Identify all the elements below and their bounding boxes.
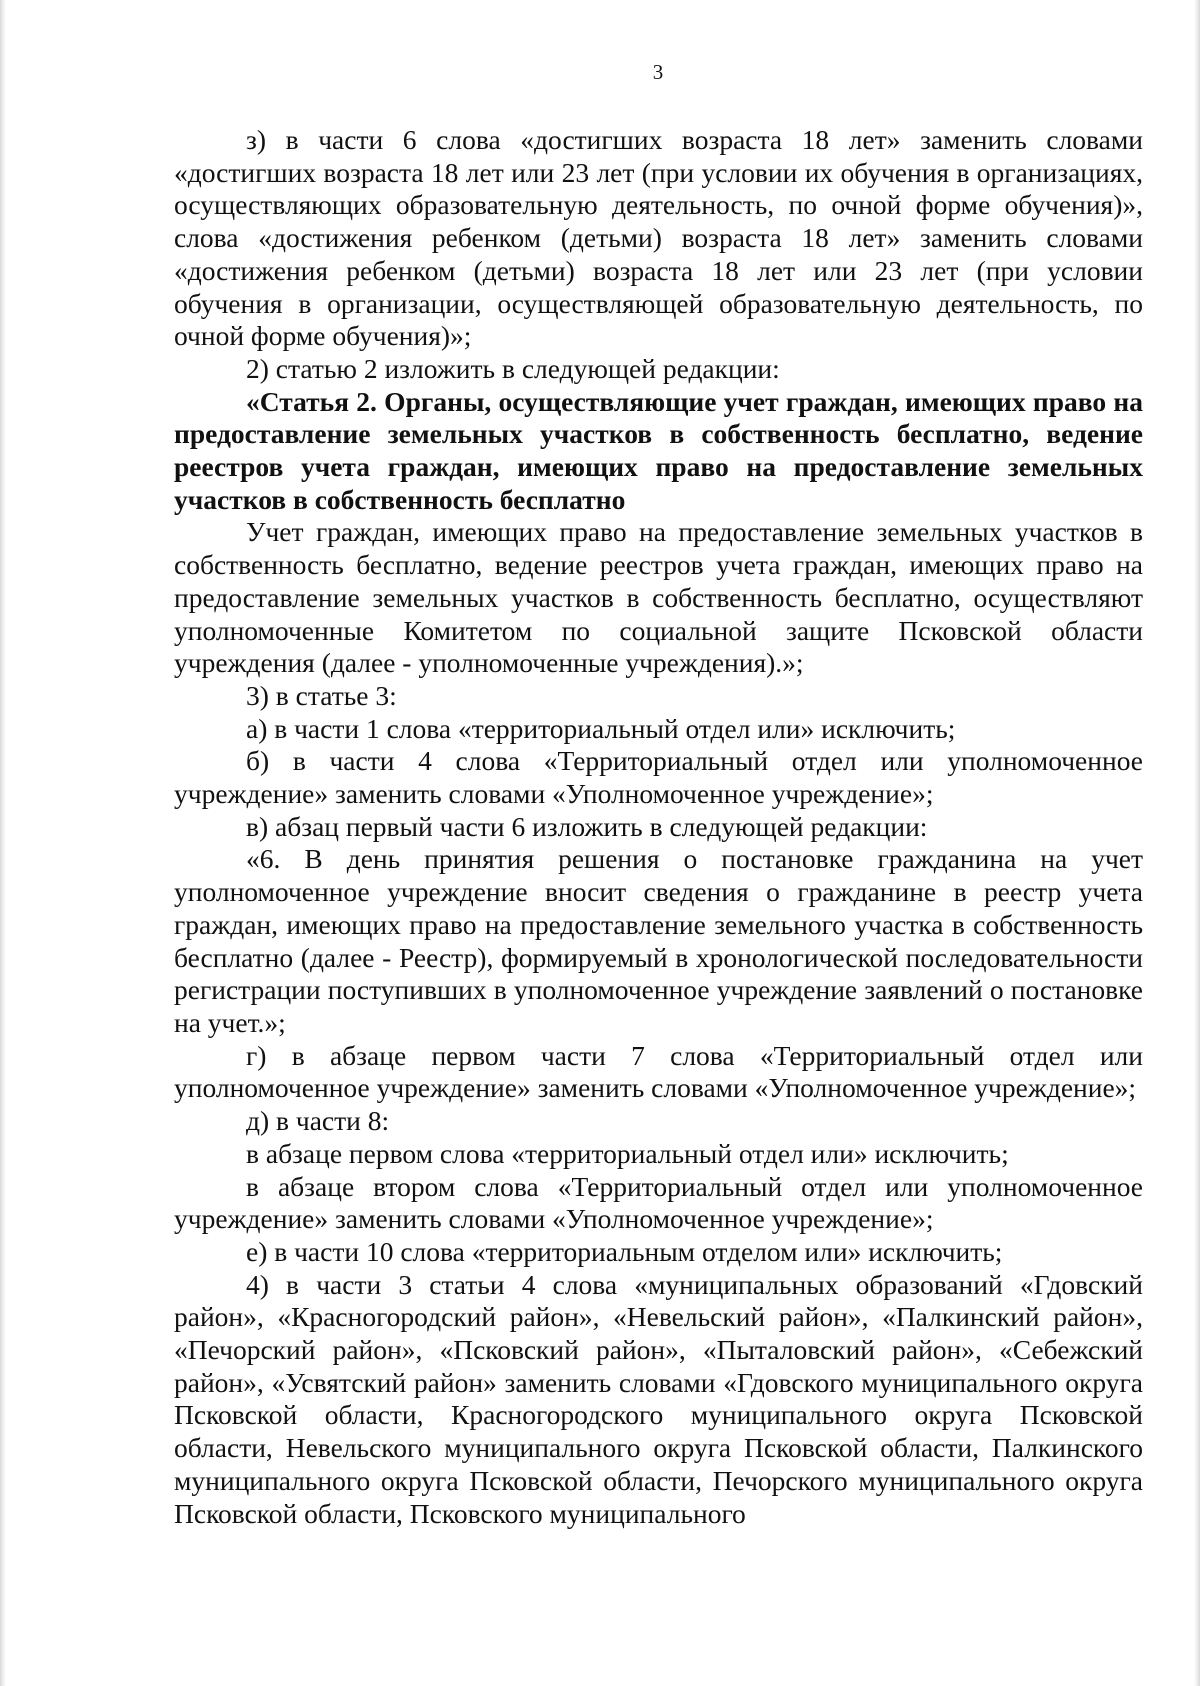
article2-heading: «Статья 2. Органы, осуществляющие учет граждан, имеющих право на предоставление земельных участков в собственность бесплатно, ведение реестров учета граждан, имеющих право на предоставление земельных участков в собственность бесплатно	[174, 385, 1143, 515]
paragraph-item-b: б) в части 4 слова «Территориальный отдел или уполномоченное учреждение» заменить словами «Уполномоченное учреждение»;	[174, 745, 1143, 810]
scan-edge-left	[0, 0, 6, 1686]
paragraph-item-e: е) в части 10 слова «территориальным отделом или» исключить;	[246, 1235, 1003, 1267]
paragraph-item-d: д) в части 8:	[246, 1105, 390, 1137]
paragraph-item-d-second: в абзаце втором слова «Территориальный отдел или уполномоченное учреждение» заменить словами «Уполномоченное учреждение»;	[174, 1170, 1143, 1235]
scan-edge-right	[1194, 0, 1200, 1686]
paragraph-article3-intro: 3) в статье 3:	[246, 679, 397, 711]
paragraph-article4: 4) в части 3 статьи 4 слова «муниципальных образований «Гдовский район», «Красногородский район», «Невельский район», «Палкинский район», «Печорский район», «Псковский район», «Пыталовский район», «Себежский район», «Усвятский район» заменить словами «Гдовского муниципального округа Псковской области, Красногородского муниципального округа Псковской области, Невельского муниципального округа Псковской области, Палкинского муниципального округа Псковской области, Печорского муниципального округа Псковской области, Псковского муниципального	[174, 1268, 1143, 1529]
paragraph-part6-text: «6. В день принятия решения о постановке гражданина на учет уполномоченное учреждение вносит сведения о гражданине в реестр учета граждан, имеющих право на предоставление земельного участка в собственность бесплатно (далее - Реестр), формируемый в хронологической последовательности регистрации поступивших в уполномоченное учреждение заявлений о постановке на учет.»;	[174, 843, 1143, 1038]
paragraph-amend-part6: з) в части 6 слова «достигших возраста 18 лет» заменить словами «достигших возраста 18 лет или 23 лет (при условии их обучения в организациях, осуществляющих образовательную деятельность, по очной форме обучения)», слова «достижения ребенком (детьми) возраста 18 лет» заменить словами «достижения ребенком (детьми) возраста 18 лет или 23 лет (при условии обучения в организации, осуществляющей образовательную деятельность, по очной форме обучения)»;	[174, 124, 1143, 352]
paragraph-article2-body: Учет граждан, имеющих право на предоставление земельных участков в собственность бесплатно, ведение реестров учета граждан, имеющих право на предоставление земельных участков в собственность бесплатно, осуществляют уполномоченные Комитетом по социальной защите Псковской области учреждения (далее - уполномоченные учреждения).»;	[174, 516, 1143, 679]
page-number: 3	[652, 60, 664, 84]
paragraph-article2-intro: 2) статью 2 изложить в следующей редакции:	[246, 352, 780, 384]
document-body	[174, 124, 1143, 1530]
paragraph-item-a: а) в части 1 слова «территориальный отдел или» исключить;	[246, 712, 956, 744]
paragraph-item-v: в) абзац первый части 6 изложить в следующей редакции:	[246, 810, 928, 842]
paragraph-item-g: г) в абзаце первом части 7 слова «Территориальный отдел или уполномоченное учреждение» заменить словами «Уполномоченное учреждение»;	[174, 1039, 1143, 1104]
paragraph-item-d-first: в абзаце первом слова «территориальный отдел или» исключить;	[246, 1137, 1009, 1169]
